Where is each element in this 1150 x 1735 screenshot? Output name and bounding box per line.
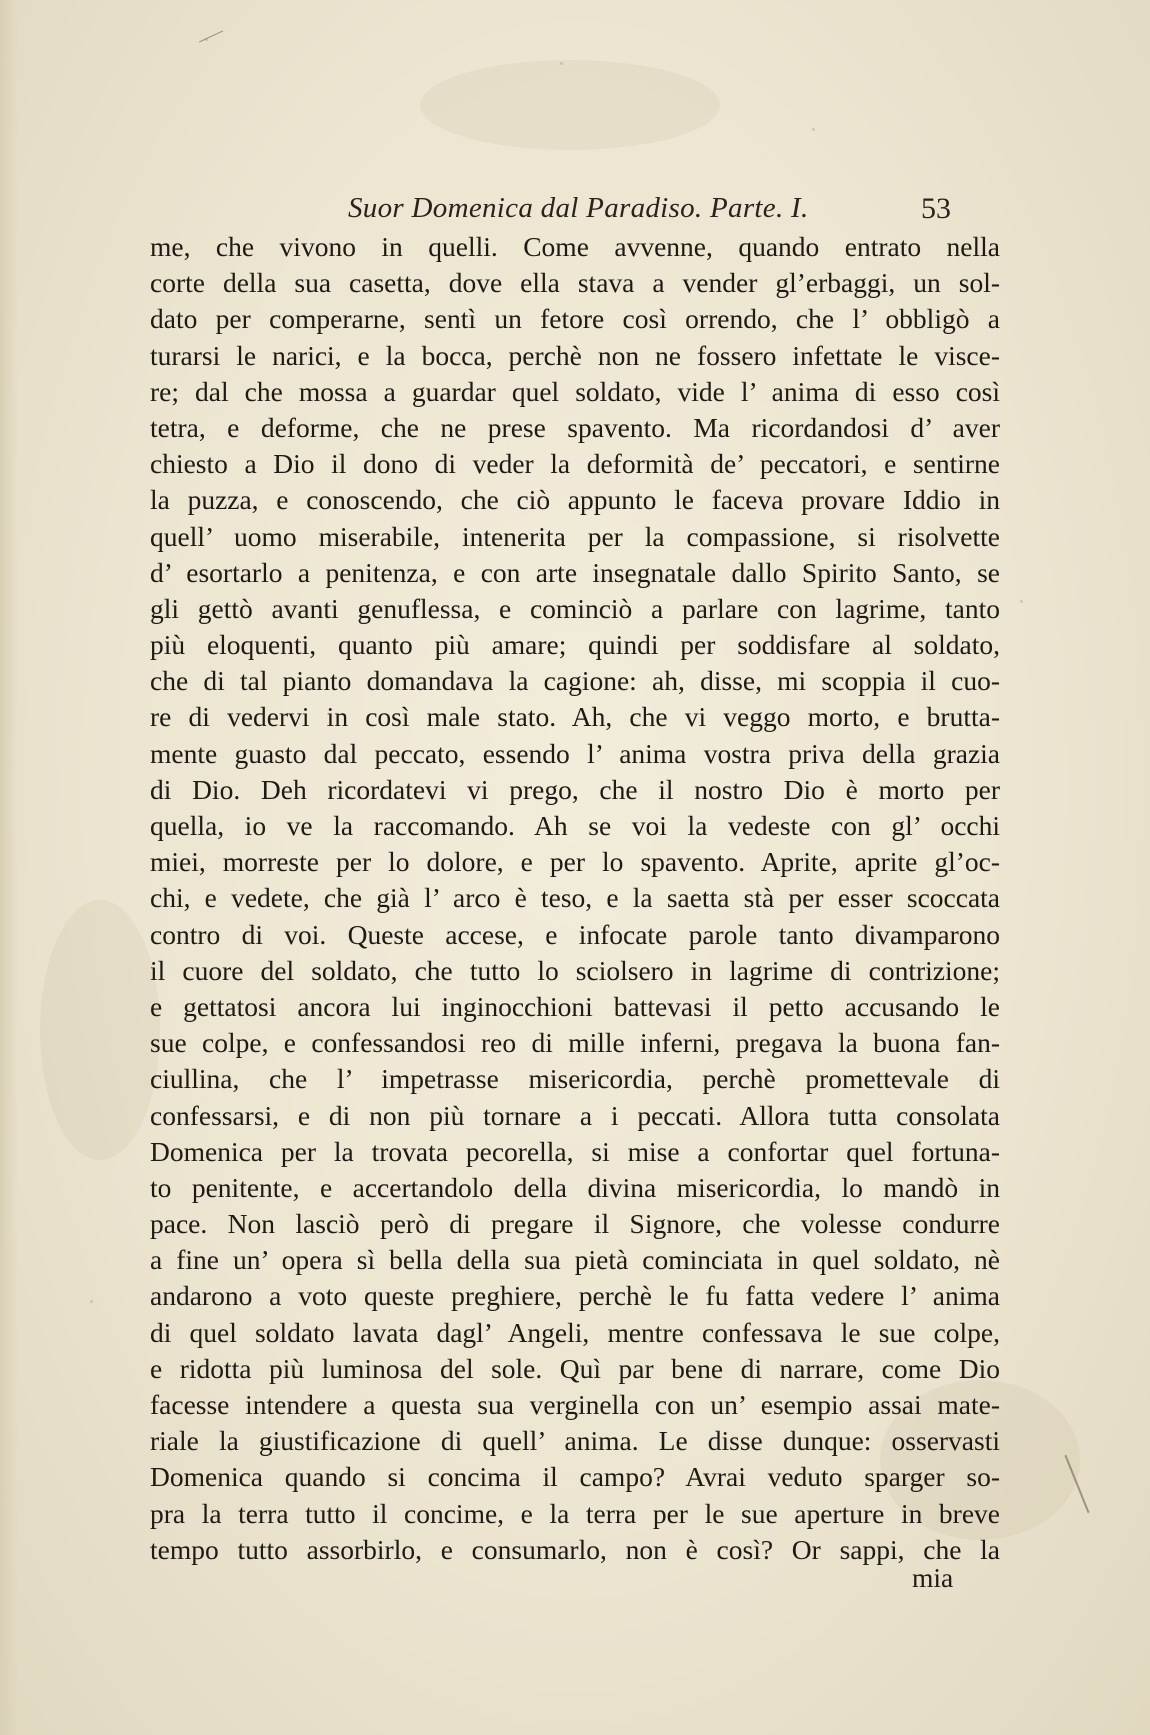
text-line: di quel soldato lavata dagl’ Angeli, mentre confessava le sue colpe, — [150, 1316, 1000, 1348]
text-line: contro di voi. Queste accese, e infocate parole tanto divamparono — [150, 918, 1000, 950]
page-edge-shadow — [0, 0, 18, 1735]
text-line: e ridotta più luminosa del sole. Quì par bene di narrare, come Dio — [150, 1352, 1000, 1384]
text-line: pra la terra tutto il concime, e la terra per le sue aperture in breve — [150, 1497, 1000, 1529]
text-line: di Dio. Deh ricordatevi vi prego, che il nostro Dio è morto per — [150, 773, 1000, 805]
text-line: la puzza, e conoscendo, che ciò appunto le faceva provare Iddio in — [150, 484, 1000, 516]
paper-speck — [560, 62, 563, 65]
text-line: riale la giustificazione di quell’ anima. Le disse dunque: osservasti — [150, 1425, 1000, 1457]
text-line: più eloquenti, quanto più amare; quindi per soddisfare al soldato, — [150, 629, 1000, 661]
catchword: mia — [912, 1562, 954, 1593]
text-line: facesse intendere a questa sua verginella con un’ esempio assai mate- — [150, 1389, 1000, 1420]
text-line: quella, io ve la raccomando. Ah se voi la vedeste con gl’ occhi — [150, 810, 1000, 841]
paper-speck — [1020, 600, 1023, 603]
text-line: Domenica per la trovata pecorella, si mise a confortar quel fortuna- — [150, 1135, 1000, 1167]
text-line: to penitente, e accertandolo della divina misericordia, lo mandò in — [150, 1171, 1000, 1203]
text-line: tempo tutto assorbirlo, e consumarlo, non è così? Or sappi, che la — [150, 1533, 1000, 1565]
text-line: mente guasto dal peccato, essendo l’ anima vostra priva della grazia — [150, 737, 1000, 769]
running-header — [150, 188, 1010, 228]
text-line: turarsi le narici, e la bocca, perchè non ne fossero infettate le visce- — [150, 339, 1000, 371]
text-line: re di vedervi in così male stato. Ah, che vi veggo morto, e brutta- — [150, 701, 1000, 733]
text-line: Domenica quando si concima il campo? Avrai veduto sparger so- — [150, 1461, 1000, 1493]
text-line: a fine un’ opera sì bella della sua pietà cominciata in quel soldato, nè — [150, 1244, 1000, 1276]
text-line: d’ esortarlo a penitenza, e con arte insegnatale dallo Spirito Santo, se — [150, 556, 1000, 588]
page-number: 53 — [921, 192, 951, 225]
text-line: confessarsi, e di non più tornare a i peccati. Allora tutta consolata — [150, 1099, 1000, 1131]
text-line: re; dal che mossa a guardar quel soldato, vide l’ anima di esso così — [150, 375, 1000, 407]
paper-speck — [812, 128, 815, 131]
paper-stain — [40, 900, 160, 1160]
text-line: me, che vivono in quelli. Come avvenne, quando entrato nella — [150, 231, 1000, 262]
text-line: corte della sua casetta, dove ella stava a vender gl’erbaggi, un sol- — [150, 267, 1000, 299]
text-line: che di tal pianto domandava la cagione: ah, disse, mi scoppia il cuo- — [150, 665, 1000, 697]
text-line: chi, e vedete, che già l’ arco è teso, e la saetta stà per esser scoccata — [150, 882, 1000, 914]
text-line: miei, morreste per lo dolore, e per lo spavento. Aprite, aprite gl’oc- — [150, 846, 1000, 878]
text-line: sue colpe, e confessandosi reo di mille inferni, pregava la buona fan- — [150, 1027, 1000, 1059]
text-line: e gettatosi ancora lui inginocchioni battevasi il petto accusando le — [150, 990, 1000, 1022]
text-line: dato per comperarne, sentì un fetore così orrendo, che l’ obbligò a — [150, 303, 1000, 335]
text-line: quell’ uomo miserabile, intenerita per la compassione, si risolvette — [150, 520, 1000, 552]
paper-speck — [90, 1300, 93, 1303]
paper-stain — [420, 60, 720, 150]
body-text — [150, 229, 1000, 1568]
text-line: pace. Non lasciò però di pregare il Signore, che volesse condurre — [150, 1208, 1000, 1240]
running-title: Suor Domenica dal Paradiso. Parte. I. — [348, 192, 809, 224]
text-line: andarono a voto queste preghiere, perchè le fu fatta vedere l’ anima — [150, 1280, 1000, 1312]
text-line: ciullina, che l’ impetrasse misericordia, perchè promettevale di — [150, 1063, 1000, 1095]
text-line: il cuore del soldato, che tutto lo sciolsero in lagrime di contrizione; — [150, 954, 1000, 986]
text-line: gli gettò avanti genuflessa, e cominciò a parlare con lagrime, tanto — [150, 592, 1000, 624]
text-line: tetra, e deforme, che ne prese spavento. Ma ricordandosi d’ aver — [150, 411, 1000, 443]
margin-mark — [199, 31, 223, 43]
text-line: chiesto a Dio il dono di veder la deformità de’ peccatori, e sentirne — [150, 448, 1000, 480]
